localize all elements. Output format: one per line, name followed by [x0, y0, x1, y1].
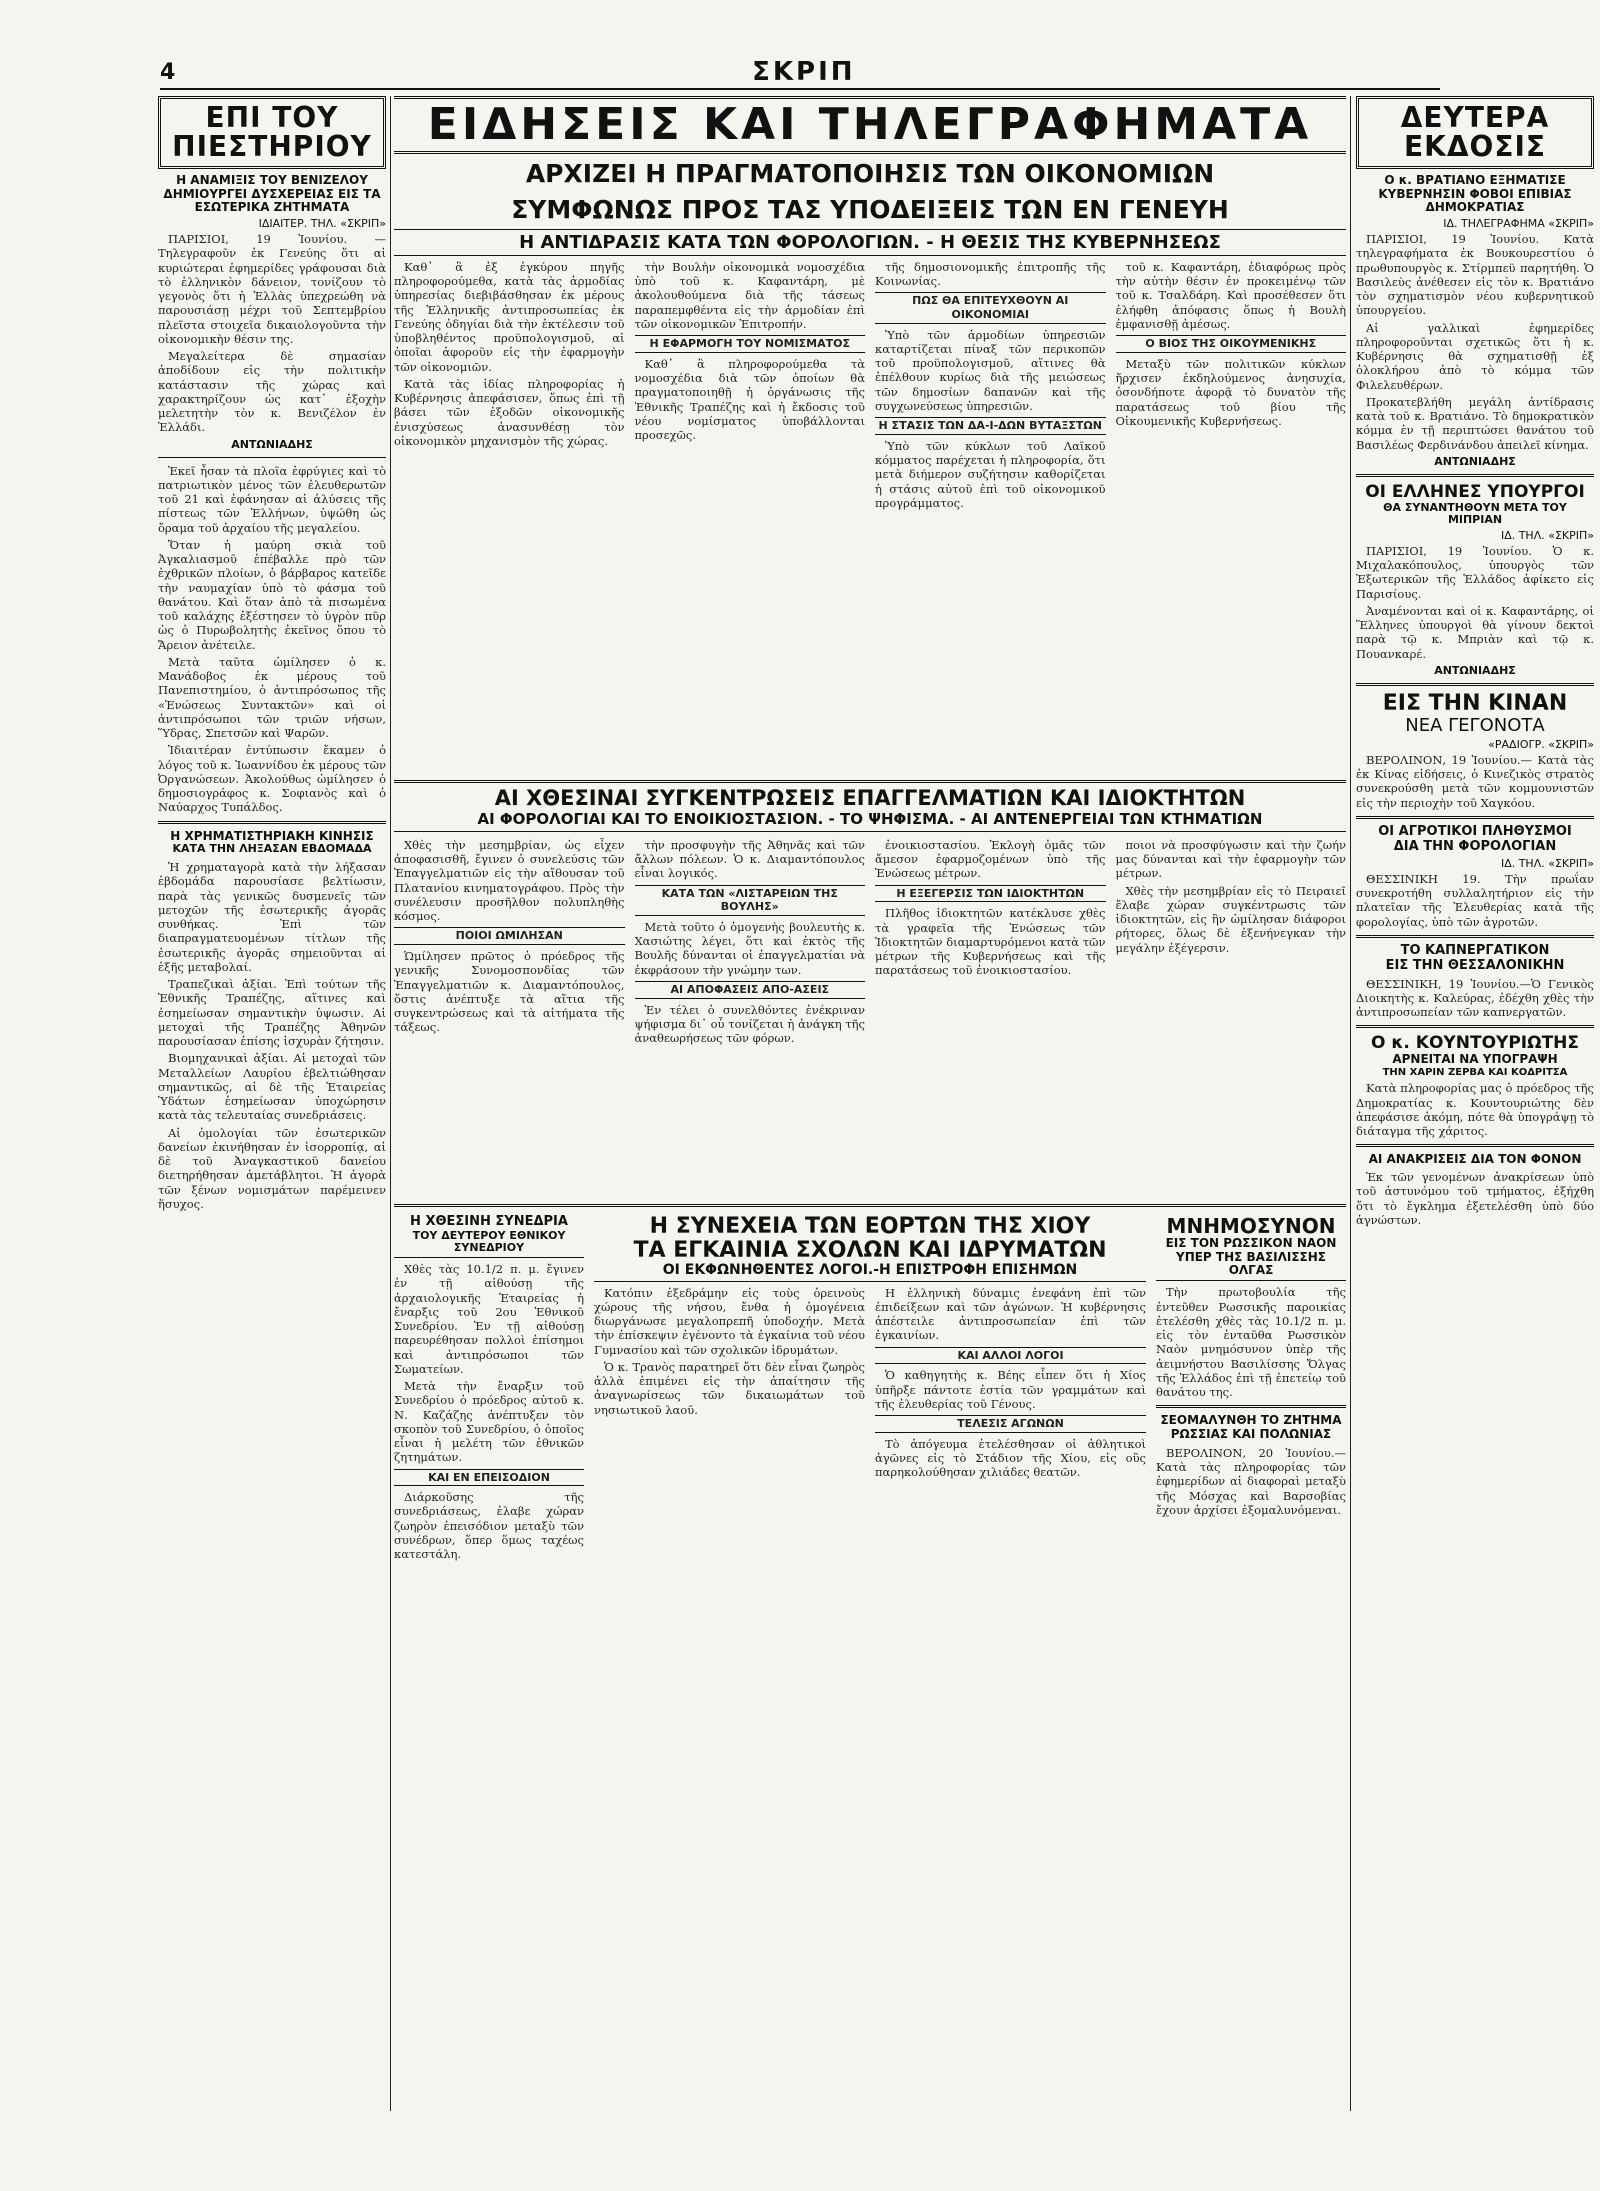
main-article-col-2 [635, 260, 866, 780]
separator [1356, 683, 1594, 686]
column-divider-left [390, 96, 391, 2111]
left-paragraph: Μετὰ ταῦτα ὡμίλησεν ὁ κ. Μανάδοβος ἐκ μέρους τοῦ Πανεπιστημίου, ὁ ἀντιπρόσωπος τῆς «Ἑνώσεως Συντακτῶν» καὶ οἱ ἀντιπρόσωποι τῶν τριῶν νήσων, Ὕδρας, Σπετσῶν καὶ Ψαρῶν. [158, 654, 386, 741]
left-paragraph: Βιομηχανικαὶ ἀξίαι. Αἱ μετοχαὶ τῶν Μεταλλείων Λαυρίου ἐβελτιώθησαν σημαντικῶς, αἱ δὲ τῆς Ἑταιρείας Ὑδάτων ἐσημείωσαν ὑποχώρησιν κατὰ τὰς τελευταίας συνεδριάσεις. [158, 1051, 386, 1123]
right-headline-3: ΕΙΣ ΤΗΝ ΚΙΝΑΝ [1382, 690, 1568, 716]
article-subhead: ΠΟΙΟΙ ΩΜΙΛΗΣΑΝ [394, 927, 625, 945]
left-paragraph: Μεγαλείτερα δὲ σημασίαν ἀποδίδουν εἰς τὴν πολιτικὴν κατάστασιν τῆς χώρας καὶ χαρακτηρίζουν ὡς κατ᾽ ἐξοχὴν μελετητὴν τὸν κ. Βενιζέλον ἐν Ἑλλάδι. [158, 349, 386, 435]
masthead-spacer [1432, 60, 1440, 85]
memorial-subheadline-1: ΕΙΣ ΤΟΝ ΡΩΣΣΙΚΟΝ ΝΑΟΝ [1165, 1235, 1337, 1250]
main-headline-2: ΣΥΜΦΩΝΩΣ ΠΡΟΣ ΤΑΣ ΥΠΟΔΕΙΞΕΙΣ ΤΩΝ ΕΝ ΓΕΝΕΥΗ [511, 194, 1229, 224]
right-paragraph: Ἐκ τῶν γενομένων ἀνακρίσεων ὑπὸ τοῦ ἀστυνόμου τοῦ τμήματος, ἐξήχθη ὅτι τὸ ἔγκλημα ἐξετελέσθη ὑπὸ δύο ἀγνώστων. [1356, 1170, 1594, 1227]
congress-article [394, 1215, 584, 1565]
right-paragraph: ΘΕΣΣΙΝΙΚΗ 19. Τὴν πρωΐαν συνεκροτήθη συλλαλητήριον εἰς τὴν πλατεῖαν τῆς Ἐλευθερίας κατὰ τῆς φορολογίας, ὑπὸ τῶν ἀγροτῶν. [1356, 871, 1594, 929]
right-paragraph: ΠΑΡΙΣΙΟΙ, 19 Ἰουνίου. Κατὰ τηλεγραφήματα ἐκ Βουκουρεστίου ὁ πρωθυπουργὸς κ. Στίρμπεϋ παρητήθη. Ὁ Βασιλεὺς ἀνέθεσεν εἰς τὸν κ. Βρατιάνο τὸν σχηματισμὸν νέου κυβερνητικοῦ ὑπουργείου. [1356, 232, 1594, 318]
second-headline: ΑΙ ΧΘΕΣΙΝΑΙ ΣΥΓΚΕΝΤΡΩΣΕΙΣ ΕΠΑΓΓΕΛΜΑΤΙΩΝ ΚΑΙ ΙΔΙΟΚΤΗΤΩΝ [394, 780, 1346, 810]
article-paragraph: Καθ᾽ ἃ πληροφορούμεθα τὰ νομοσχέδια διὰ τῶν ὁποίων θὰ πραγματοποιηθῇ ἡ ὀργάνωσις τῆς Ἐθνικῆς Τραπέζης καὶ ἡ ἔκδοσις τοῦ νέου νομίσματος ὑποβάλλονται προσεχῶς. [634, 356, 865, 443]
chios-columns [594, 1286, 1146, 1483]
left-byline-1: ΙΔΙΑΙΤΕΡ. ΤΗΛ. «ΣΚΡΙΠ» [258, 217, 386, 231]
article-paragraph: Τὴν πρωτοβουλία τῆς ἐντεῦθεν Ρωσσικῆς παροικίας ἐτελέσθη χθὲς τὰς 10.1/2 π. μ. εἰς τὸν ἐνταῦθα Ρωσσικὸν Ναὸν μνημόσυνον ὑπὲρ τῆς ἀειμνήστου Βασιλίσσης Ὄλγας τῆς Ἑλλάδος ἐπὶ τῇ ἐπετείῳ τοῦ θανάτου της. [1156, 1285, 1346, 1400]
article-paragraph: Ὑπὸ τῶν ἁρμοδίων ὑπηρεσιῶν καταρτίζεται πίναξ τῶν περικοπῶν τοῦ προϋπολογισμοῦ, αἵτινες θὰ ἐπέλθουν κυρίως διὰ τῆς μειώσεως τῶν δημοσίων δαπανῶν καὶ τῆς συγχωνεύσεως ὑπηρεσιῶν. [875, 327, 1106, 413]
article-subhead: ΚΑΙ ΕΝ ΕΠΕΙΣΟΔΙΟΝ [394, 1469, 584, 1487]
left-signature: ΑΝΤΩΝΙΑΔΗΣ [231, 437, 313, 451]
article-paragraph: Μετὰ τοῦτο ὁ ὁμογενὴς βουλευτὴς κ. Χασιώτης λέγει, ὅτι καὶ ἐκτὸς τῆς Βουλῆς δύνανται οἱ ἐπαγγελματίαι νὰ ἐκφράσουν τὴν γνώμην των. [634, 919, 865, 977]
left-headline-1: Η ΑΝΑΜΙΞΙΣ ΤΟΥ ΒΕΝΙΖΕΛΟΥ ΔΗΜΙΟΥΡΓΕΙ ΔΥΣΧΕΡΕΙΑΣ ΕΙΣ ΤΑ ΕΣΩΤΕΡΙΚΑ ΖΗΤΗΜΑΤΑ [163, 172, 381, 215]
memorial-headline: ΜΝΗΜΟΣΥΝΟΝ [1166, 1213, 1336, 1238]
article-paragraph: ΒΕΡΟΛΙΝΟΝ, 20 Ἰουνίου.— Κατὰ τὰς πληροφορίας τῶν ἐφημερίδων αἱ διαφοραὶ μεταξὺ τῆς Μόσχας καὶ Βαρσοβίας ἔχουν ἀρχίσει ἐξομαλυνόμεναι. [1156, 1445, 1346, 1517]
left-paragraph: Ἡ χρηματαγορὰ κατὰ τὴν λήξασαν ἑβδομάδα παρουσίασε βελτίωσιν, παρὰ τὰς γενικῶς δυσμενεῖς τῶν μετοχῶν τῆς ἐσωτερικῆς ἀγορᾶς συνθήκας. Ἐπὶ τῶν διαπραγματευομένων τίτλων τῆς ἐσωτερικῆς ἀγορᾶς σημειοῦνται αἱ ἑξῆς μεταβολαί. [158, 860, 386, 974]
article-paragraph: Ἐν τέλει ὁ συνελθόντες ἐνέκριναν ψήφισμα δι᾽ οὗ τονίζεται ἡ ἀνάγκη τῆς ἀναθεωρήσεως τῶν φόρων. [634, 1002, 865, 1046]
chios-headline-1: Η ΣΥΝΕΧΕΙΑ ΤΩΝ ΕΟΡΤΩΝ ΤΗΣ ΧΙΟΥ [649, 1213, 1091, 1239]
second-article-col-2 [635, 838, 866, 1198]
article-paragraph: Κατόπιν ἐξεδράμην εἰς τοὺς ὁρεινοὺς χώρους τῆς νήσου, ἔνθα ἡ ὁμογένεια διωργάνωσε μεγαλοπρεπῆ ὑποδοχήν. Μετὰ τὴν ἐπίσκεψιν ἐγένοντο τὰ ἐγκαίνια τοῦ νέου Γυμνασίου καὶ τῶν σχολικῶν ἱδρυμάτων. [594, 1285, 865, 1357]
russia-body [1156, 1446, 1346, 1517]
chios-col-2 [875, 1286, 1146, 1483]
chios-headline-2: ΤΑ ΕΓΚΑΙΝΙΑ ΣΧΟΛΩΝ ΚΑΙ ΙΔΡΥΜΑΤΩΝ [633, 1238, 1107, 1264]
chios-col-1 [594, 1286, 865, 1483]
separator [1356, 1144, 1594, 1147]
right-article-2 [1356, 544, 1594, 661]
article-subhead: ΑΙ ΑΠΟΦΑΣΕΙΣ ΑΠΟ-ΑΣΕΙΣ [635, 981, 866, 999]
left-paragraph: Ἐκεῖ ἦσαν τὰ πλοῖα ἐφρύγιες καὶ τὸ πατριωτικὸν μένος τῶν ἐλευθερωτῶν τοῦ 21 καὶ ἐφάνησαν αἱ ἁλύσεις τῆς πίστεως τῶν Ἑλλήνων, ὑψώθη ὡς ὅραμα τοῦ ἀρχαίου τῆς μεγαλείου. [158, 463, 386, 535]
right-headline-4: ΟΙ ΑΓΡΟΤΙΚΟΙ ΠΛΗΘΥΣΜΟΙ [1378, 823, 1572, 839]
main-article-columns [394, 260, 1346, 780]
right-section-header: ΔΕΥΤΕΡΑ ΕΚΔΟΣΙΣ [1356, 96, 1594, 169]
main-article-col-1 [394, 260, 625, 780]
page-number: 4 [160, 59, 176, 85]
left-paragraph: Ἰδιαιτέραν ἐντύπωσιν ἔκαμεν ὁ λόγος τοῦ κ. Ἰωαννίδου ἐκ μέρους τῶν Ὀργανώσεων. Ἀκολούθως ὡμίλησεν ὁ δημοσιογράφος κ. Σοφιανὸς καὶ ὁ Ναύαρχος Τυπάλδος. [158, 743, 386, 815]
chios-article [594, 1215, 1146, 1565]
right-article-4 [1356, 872, 1594, 929]
right-paragraph: Προκατεβλήθη μεγάλη ἀντίδρασις κατὰ τοῦ κ. Βρατιάνο. Τὸ δημοκρατικὸν κόμμα ἐν τῇ περιπτώσει θανάτου τοῦ Βασιλέως Φερδινάνδου ἀπειλεῖ κίνημα. [1356, 394, 1594, 452]
left-article-2 [158, 464, 386, 815]
column-divider-right [1350, 96, 1351, 2111]
paper-name: ΣΚΡΙΠ [752, 57, 856, 87]
second-subheadline: ΑΙ ΦΟΡΟΛΟΓΙΑΙ ΚΑΙ ΤΟ ΕΝΟΙΚΙΟΣΤΑΣΙΟΝ. - ΤΟ ΨΗΦΙΣΜΑ. - ΑΙ ΑΝΤΕΝΕΡΓΕΙΑΙ ΤΩΝ ΚΤΗΜΑΤΙΩΝ [394, 810, 1346, 832]
memorial-body [1156, 1285, 1346, 1399]
russia-headline-2: ΡΩΣΣΙΑΣ ΚΑΙ ΠΟΛΩΝΙΑΣ [1170, 1427, 1332, 1442]
lower-section [394, 1215, 1346, 1565]
left-paragraph: ΠΑΡΙΣΙΟΙ, 19 Ἰουνίου. — Τηλεγραφοῦν ἐκ Γενεύης ὅτι αἱ κυριώτεραι ἐφημερίδες γράφουσαι διὰ τὸ ἑλληνικὸν δάνειον, τονίζουν τὸ γεγονὸς ὅτι ἡ Ἑλλὰς ὑπεχρεώθη νὰ παρουσιάσῃ μέχρι τοῦ Σεπτεμβρίου πλεῖστα στοιχεῖα δικαιολογοῦντα τὴν οἰκονομικὴν θέσιν της. [158, 232, 386, 346]
right-headline-6-sub: ΑΡΝΕΙΤΑΙ ΝΑ ΥΠΟΓΡΑΨΗ [1392, 1052, 1558, 1067]
right-headline-1: Ο κ. ΒΡΑΤΙΑΝΟ ΕΞΗΜΑΤΙΣΕ ΚΥΒΕΡΝΗΣΙΝ ΦΟΒΟΙ ΕΠΙΒΙΑΣ ΔΗΜΟΚΡΑΤΙΑΣ [1378, 172, 1572, 215]
chios-subheadline: ΟΙ ΕΚΦΩΝΗΘΕΝΤΕΣ ΛΟΓΟΙ.-Η ΕΠΙΣΤΡΟΦΗ ΕΠΙΣΗΜΩΝ [594, 1263, 1146, 1281]
left-headline-2: Η ΧΡΗΜΑΤΙΣΤΗΡΙΑΚΗ ΚΙΝΗΣΙΣ [170, 828, 374, 843]
article-paragraph: τὴν Βουλὴν οἰκονομικὰ νομοσχέδια ὑπὸ τοῦ κ. Καφαντάρη, μὲ ἀκολουθούμενα διὰ τῆς τάσεως παραπεμφθέντα εἰς τὴν ἁρμοδίαν ἐπὶ τῶν οἰκονομικῶν Ἐπιτροπήν. [634, 259, 865, 331]
right-headline-2-sub: ΘΑ ΣΥΝΑΝΤΗΘΟΥΝ ΜΕΤΑ ΤΟΥ ΜΙΠΡΙΑΝ [1383, 500, 1567, 527]
congress-subheadline: ΤΟΥ ΔΕΥΤΕΡΟΥ ΕΘΝΙΚΟΥ ΣΥΝΕΔΡΙΟΥ [394, 1230, 584, 1258]
article-paragraph: Καθ᾽ ἃ ἐξ ἐγκύρου πηγῆς πληροφορούμεθα, κατὰ τὰς ἁρμοδίας ὑπηρεσίας διεβιβάσθησαν ἐκ μέρους τῆς Ἑλληνικῆς ἀντιπροσωπείας ἐκ Γενεύης ὁδηγίαι διὰ τὴν ἐκτέλεσιν τοῦ ὑποβληθέντος προϋπολογισμοῦ, αἱ ὁποῖαι ἀφοροῦν εἰς τὴν ἐφαρμογὴν τῶν οἰκονομιῶν. [394, 259, 625, 374]
right-signature: ΑΝΤΩΝΙΑΔΗΣ [1434, 663, 1516, 677]
article-subhead: ΚΑΤΑ ΤΩΝ «ΛΙΣΤΑΡΕΙΩΝ ΤΗΣ ΒΟΥΛΗΣ» [635, 885, 866, 916]
separator [1356, 816, 1594, 819]
second-article-columns [394, 838, 1346, 1198]
article-paragraph: Μεταξὺ τῶν πολιτικῶν κύκλων ἤρχισεν ἐκδηλούμενος ἀνησυχία, ὁσονδήποτε ἀφορᾷ τὸ δυνατὸν τῆς παρατάσεως τοῦ βίου τῆς Οἰκουμενικῆς Κυβερνήσεως. [1115, 356, 1346, 428]
left-paragraph: Αἱ ὁμολογίαι τῶν ἐσωτερικῶν δανείων ἐκινήθησαν ἐν ἰσορροπίᾳ, αἱ δὲ τοῦ Ἀναγκαστικοῦ δανείου διετηρήθησαν ἀμετάβλητοι. Ἡ ἀγορὰ τῶν ξένων νομισμάτων παρέμεινεν ἥσυχος. [158, 1125, 386, 1211]
article-paragraph: Χθὲς τὴν μεσημβρίαν, ὡς εἶχεν ἀποφασισθῆ, ἔγινεν ὁ συνελεύσις τῶν Ἐπαγγελματιῶν εἰς τὴν αἴθουσαν τοῦ Πλατανίου κινηματογράφου. Πρὸς τὴν συνέλευσιν προσῆλθον πολυπληθὴς κόσμος. [394, 837, 625, 924]
article-subhead: ΚΑΙ ΑΛΛΟΙ ΛΟΓΟΙ [875, 1347, 1146, 1365]
news-banner: ΕΙΔΗΣΕΙΣ ΚΑΙ ΤΗΛΕΓΡΑΦΗΜΑΤΑ [394, 96, 1346, 154]
right-byline-4: ΙΔ. ΤΗΛ. «ΣΚΡΙΠ» [1500, 856, 1594, 870]
memorial-subheadline-2: ΥΠΕΡ ΤΗΣ ΒΑΣΙΛΙΣΣΗΣ ΟΛΓΑΣ [1156, 1251, 1346, 1282]
article-subhead: ΠΩΣ ΘΑ ΕΠΙΤΕΥΧΘΟΥΝ ΑΙ ΟΙΚΟΝΟΜΙΑΙ [875, 292, 1106, 323]
right-byline-3: «ΡΑΔΙΟΓΡ. «ΣΚΡΙΠ» [1488, 737, 1594, 751]
main-subheadline: Η ΑΝΤΙΔΡΑΣΙΣ ΚΑΤΑ ΤΩΝ ΦΟΡΟΛΟΓΙΩΝ. - Η ΘΕΣΙΣ ΤΗΣ ΚΥΒΕΡΝΗΣΕΩΣ [394, 229, 1346, 256]
article-paragraph: Ὁ καθηγητὴς κ. Βέης εἶπεν ὅτι ἡ Χίος ὑπῆρξε πάντοτε ἑστία τῶν γραμμάτων καὶ τῆς ἐλευθερίας τοῦ Γένους. [875, 1368, 1146, 1411]
article-paragraph: Μετὰ τὴν ἔναρξιν τοῦ Συνεδρίου ὁ πρόεδρος αὐτοῦ κ. Ν. Καζάζης ἀνέπτυξεν τὸν σκοπὸν τοῦ Συνεδρίου, ὁ ὁποῖος εἶναι ἡ μελέτη τῶν ἐθνικῶν ζητημάτων. [394, 1379, 584, 1465]
separator [394, 1204, 1346, 1207]
right-paragraph: ΒΕΡΟΛΙΝΟΝ, 19 Ἰουνίου.— Κατὰ τὰς ἐκ Κίνας εἰδήσεις, ὁ Κινεζικὸς στρατὸς συνεκρούσθη μετὰ τῶν κομμουνιστῶν εἰς τὴν περιοχὴν τοῦ Χαγκόου. [1356, 752, 1594, 810]
right-byline-2: ΙΔ. ΤΗΛ. «ΣΚΡΙΠ» [1500, 528, 1594, 542]
separator [1356, 935, 1594, 938]
article-paragraph: Η ἑλληνικὴ δύναμις ἐνεφάνη ἐπὶ τῶν ἐπιδείξεων καὶ τῶν ἀγώνων. Ἡ κυβέρνησις ἀπέστειλε ἀντιπροσωπείαν ἐπὶ τῶν ἐγκαινίων. [875, 1285, 1146, 1343]
article-paragraph: Διάρκοῦσης τῆς συνεδριάσεως, ἐλαβε χώραν ζωηρὸν ἐπεισόδιον μεταξὺ τῶν συνέδρων, ὅπερ ὅμως ταχέως κατεστάλη. [394, 1490, 584, 1562]
article-subhead: Η ΕΞΕΓΕΡΣΙΣ ΤΩΝ ΙΔΙΟΚΤΗΤΩΝ [875, 885, 1106, 903]
left-column [158, 96, 386, 2111]
masthead [160, 57, 1440, 87]
separator [1356, 474, 1594, 477]
separator [1356, 1025, 1594, 1028]
congress-body [394, 1262, 584, 1561]
article-paragraph: Χθὲς τὴν μεσημβρίαν εἰς τὸ Πειραιεῖ ἔλαβε χώραν συγκέντρωσις τῶν ἰδιοκτητῶν, εἰς ἣν ὡμίλησαν διάφοροι ρήτορες, ὅλως δὲ ἐξενήνεγκαν τὴν μεγάλην ἐξέγερσιν. [1115, 883, 1346, 955]
article-paragraph: Ὡμίλησεν πρῶτος ὁ πρόεδρος τῆς γενικῆς Συνομοσπονδίας τῶν Ἐπαγγελματιῶν κ. Διαμαντόπουλος, ὅστις ἀνέπτυξε τὰ αἴτια τῆς συγκεντρώσεως καὶ τὰ αἰτήματα τῆς τάξεως. [394, 949, 625, 1035]
right-paragraph: ΘΕΣΣΙΝΙΚΗ, 19 Ἰουνίου.—Ὁ Γενικὸς Διοικητὴς κ. Καλεύρας, ἐδέχθη χθὲς τὴν ἀντιπροσωπείαν τῶν καπνεργατῶν. [1356, 976, 1594, 1020]
article-paragraph: ποιοι νὰ προσφύγωσιν καὶ τὴν ζωήν μας δύνανται καὶ τὴν ἐφαρμογὴν τῶν μέτρων. [1115, 837, 1346, 881]
right-article-6 [1356, 1081, 1594, 1138]
article-paragraph: τὴν προσφυγὴν τῆς Ἀθηνᾶς καὶ τῶν ἄλλων πόλεων. Ὁ κ. Διαμαντόπουλος εἶναι λογικός. [634, 837, 865, 881]
right-headline-4-sub: ΔΙΑ ΤΗΝ ΦΟΡΟΛΟΓΙΑΝ [1393, 838, 1557, 854]
congress-headline: Η ΧΘΕΣΙΝΗ ΣΥΝΕΔΡΙΑ [410, 1213, 568, 1229]
right-headline-6: Ο κ. ΚΟΥΝΤΟΥΡΙΩΤΗΣ [1370, 1033, 1580, 1054]
separator [158, 821, 386, 824]
article-paragraph: Τὸ ἀπόγευμα ἐτελέσθησαν οἱ ἀθλητικοὶ ἀγῶνες εἰς τὸ Στάδιον τῆς Χίου, εἰς οὓς παρηκολούθησαν χιλιάδες θεατῶν. [875, 1436, 1146, 1480]
article-subhead: ΤΕΛΕΣΙΣ ΑΓΩΝΩΝ [875, 1415, 1146, 1433]
article-subhead: Ο ΒΙΟΣ ΤΗΣ ΟΙΚΟΥΜΕΝΙΚΗΣ [1116, 335, 1347, 353]
right-headline-5: ΤΟ ΚΑΠΝΕΡΓΑΤΙΚΟΝ [1400, 942, 1550, 958]
right-headline-5-sub: ΕΙΣ ΤΗΝ ΘΕΣΣΑΛΟΝΙΚΗΝ [1385, 957, 1565, 973]
right-paragraph: Κατὰ πληροφορίας μας ὁ πρόεδρος τῆς Δημοκρατίας κ. Κουντουριώτης δὲν ἀπεφάσισε ἀκόμη, πότε θὰ ὑπογράψῃ τὸ διάταγμα τῆς χάριτος. [1356, 1081, 1594, 1139]
main-article-col-3 [875, 260, 1106, 780]
russia-headline-1: ΣΕΟΜΑΛΥΝΘΗ ΤΟ ΖΗΤΗΜΑ [1160, 1413, 1342, 1428]
separator [158, 457, 386, 458]
right-article-5 [1356, 977, 1594, 1020]
article-paragraph: Κατὰ τὰς ἰδίας πληροφορίας ἡ Κυβέρνησις ἀπεφάσισεν, ὅπως ἐπὶ τῇ βάσει τῶν ἐξοδῶν οἰκονομικῆς ἐνισχύσεως ἀνασυνθέσῃ τὸν οἰκονομικὸν μηχανισμὸν τῆς χώρας. [394, 376, 625, 448]
right-paragraph: Ἀναμένονται καὶ οἱ κ. Καφαντάρης, οἱ Ἕλληνες ὑπουργοὶ θὰ γίνουν δεκτοὶ παρὰ τῷ κ. Μπριὰν καὶ τῷ κ. Πουανκαρέ. [1356, 603, 1594, 661]
second-article-col-4 [1116, 838, 1347, 1198]
second-article-col-3 [875, 838, 1106, 1198]
left-headline-2-sub: ΚΑΤΑ ΤΗΝ ΛΗΞΑΣΑΝ ΕΒΔΟΜΑΔΑ [172, 842, 372, 856]
right-column [1356, 96, 1594, 2111]
main-article-col-4 [1116, 260, 1347, 780]
left-section-header: ΕΠΙ ΤΟΥ ΠΙΕΣΤΗΡΙΟΥ [158, 96, 386, 169]
center-section [394, 96, 1346, 2111]
article-subhead: Η ΣΤΑΣΙΣ ΤΩΝ ΔΑ-Ι-ΔΩΝ ΒΥΤΑΞΣΤΩΝ [875, 417, 1106, 435]
right-headline-7: ΑΙ ΑΝΑΚΡΙΣΕΙΣ ΔΙΑ ΤΟΝ ΦΟΝΟΝ [1368, 1152, 1582, 1167]
right-article-3 [1356, 753, 1594, 810]
right-article-1 [1356, 232, 1594, 452]
right-paragraph: Αἱ γαλλικαὶ ἐφημερίδες πληροφοροῦνται σχετικῶς ὅτι ἡ κ. Κυβέρνησις θὰ σχηματισθῇ ἐξ ὀλοκλήρου ἀπὸ τὸ κόμμα τῶν Φιλελευθέρων. [1356, 320, 1594, 392]
left-paragraph: Ὅταν ἡ μαύρη σκιὰ τοῦ Ἀγκαλιασμοῦ ἐπέβαλλε πρὸ τῶν ἐχθρικῶν πλοίων, ὁ βάρβαρος κατεῖδε τὴν ναυμαχίαν ὑπὸ τὸ φάσμα τοῦ θανάτου. Καὶ ὅταν ἀπὸ τὰ πισωμένα τοῦ καλάχης ἐξέστησεν τὸ ὑγρὸν πῦρ ὡς ὁ Πυρωβολητὴς ἐκεῖνος ὅπου τὸ Ἄρειον ἀνέτειλε. [158, 537, 386, 652]
right-headline-6-sub2: ΤΗΝ ΧΑΡΙΝ ΖΕΡΒΑ ΚΑΙ ΚΟΔΡΙΤΣΑ [1382, 1066, 1568, 1078]
article-paragraph: Πλῆθος ἰδιοκτητῶν κατέκλυσε χθὲς τὰ γραφεῖα τῆς Ἑνώσεως τῶν Ἰδιοκτητῶν διαμαρτυρόμενοι κατὰ τῶν μέτρων τῆς Κυβερνήσεως καὶ τῆς παρατάσεως τοῦ ἐνοικιοστασίου. [875, 906, 1106, 978]
left-article-1 [158, 232, 386, 435]
right-headline-3-sub: ΝΕΑ ΓΕΓΟΝΟΤΑ [1405, 715, 1545, 737]
right-signature: ΑΝΤΩΝΙΑΔΗΣ [1434, 454, 1516, 468]
left-paragraph: Τραπεζικαὶ ἀξίαι. Ἐπὶ τούτων τῆς Ἐθνικῆς Τραπέζης, αἵτινες καὶ ἐσημείωσαν σημαντικὴν ὑψωσιν. Αἱ μετοχαὶ τῆς Τραπέζης Ἀθηνῶν παρουσίασαν ἐπίσης ἰσχυρὰν ζήτησιν. [158, 977, 386, 1049]
article-paragraph: Ὁ κ. Τρανὸς παρατηρεῖ ὅτι δὲν εἶναι ζωηρὸς ἀλλὰ ἐπιμένει εἰς τὴν ἀπαίτησιν τῆς ἀναγνωρίσεως τῶν δικαιωμάτων τοῦ νησιωτικοῦ λαοῦ. [594, 1359, 865, 1417]
article-paragraph: τῆς δημοσιονομικῆς ἐπιτροπῆς τῆς Κοινωνίας. [875, 259, 1106, 289]
article-paragraph: ἐνοικιοστασίου. Ἐκλογὴ ὁμᾶς τῶν ἄμεσον ἐφαρμοζομένων ὑπὸ τῆς Ἑνώσεως μέτρων. [875, 837, 1106, 881]
article-subhead: Η ΕΦΑΡΜΟΓΗ ΤΟΥ ΝΟΜΙΣΜΑΤΟΣ [635, 335, 866, 353]
second-article-col-1 [394, 838, 625, 1198]
left-article-3 [158, 860, 386, 1211]
right-byline-1: ΙΔ. ΤΗΛΕΓΡΑΦΗΜΑ «ΣΚΡΙΠ» [1443, 217, 1594, 231]
memorial-article [1156, 1215, 1346, 1565]
article-paragraph: Ὑπὸ τῶν κύκλων τοῦ Λαϊκοῦ κόμματος παρέχεται ἡ πληροφορία, ὅτι μετὰ διήμερον συζήτησιν καθορίζεται ἡ στάσις αὐτοῦ ἐπὶ τοῦ οἰκονομικοῦ προγράμματος. [875, 438, 1106, 510]
right-headline-2: ΟΙ ΕΛΛΗΝΕΣ ΥΠΟΥΡΓΟΙ [1365, 481, 1585, 502]
article-paragraph: Χθὲς τὰς 10.1/2 π. μ. ἔγινεν ἐν τῇ αἰθούσῃ τῆς ἀρχαιολογικῆς Ἑταιρείας ἡ ἔναρξις τοῦ 2ου Ἐθνικοῦ Συνεδρίου. Ἐν τῇ αἰθούσῃ παρευρέθησαν πολλοὶ ἐπίσημοι καὶ ἀντιπρόσωποι τῶν Σωματείων. [394, 1262, 584, 1376]
right-paragraph: ΠΑΡΙΣΙΟΙ, 19 Ἰουνίου. Ὁ κ. Μιχαλακόπουλος, ὑπουργὸς τῶν Ἐξωτερικῶν τῆς Ἑλλάδος ἀφίκετο εἰς Παρισίους. [1356, 543, 1594, 601]
main-headline-1: ΑΡΧΙΖΕΙ Η ΠΡΑΓΜΑΤΟΠΟΙΗΣΙΣ ΤΩΝ ΟΙΚΟΝΟΜΙΩΝ [525, 159, 1215, 189]
right-article-7 [1356, 1170, 1594, 1227]
article-paragraph: τοῦ κ. Καφαντάρη, ἐδιαφόρως πρὸς τὴν αὐτὴν θέσιν ἐν προκειμένῳ τῶν τοῦ κ. Τσαλδάρη. Καὶ προσέθεσεν ὅτι ἐλήφθη ἀπόφασις ὅπως ἡ Βουλὴ ἐμφανισθῇ ἀμέσως. [1115, 259, 1346, 331]
separator [1156, 1405, 1346, 1408]
top-rule [160, 88, 1440, 90]
